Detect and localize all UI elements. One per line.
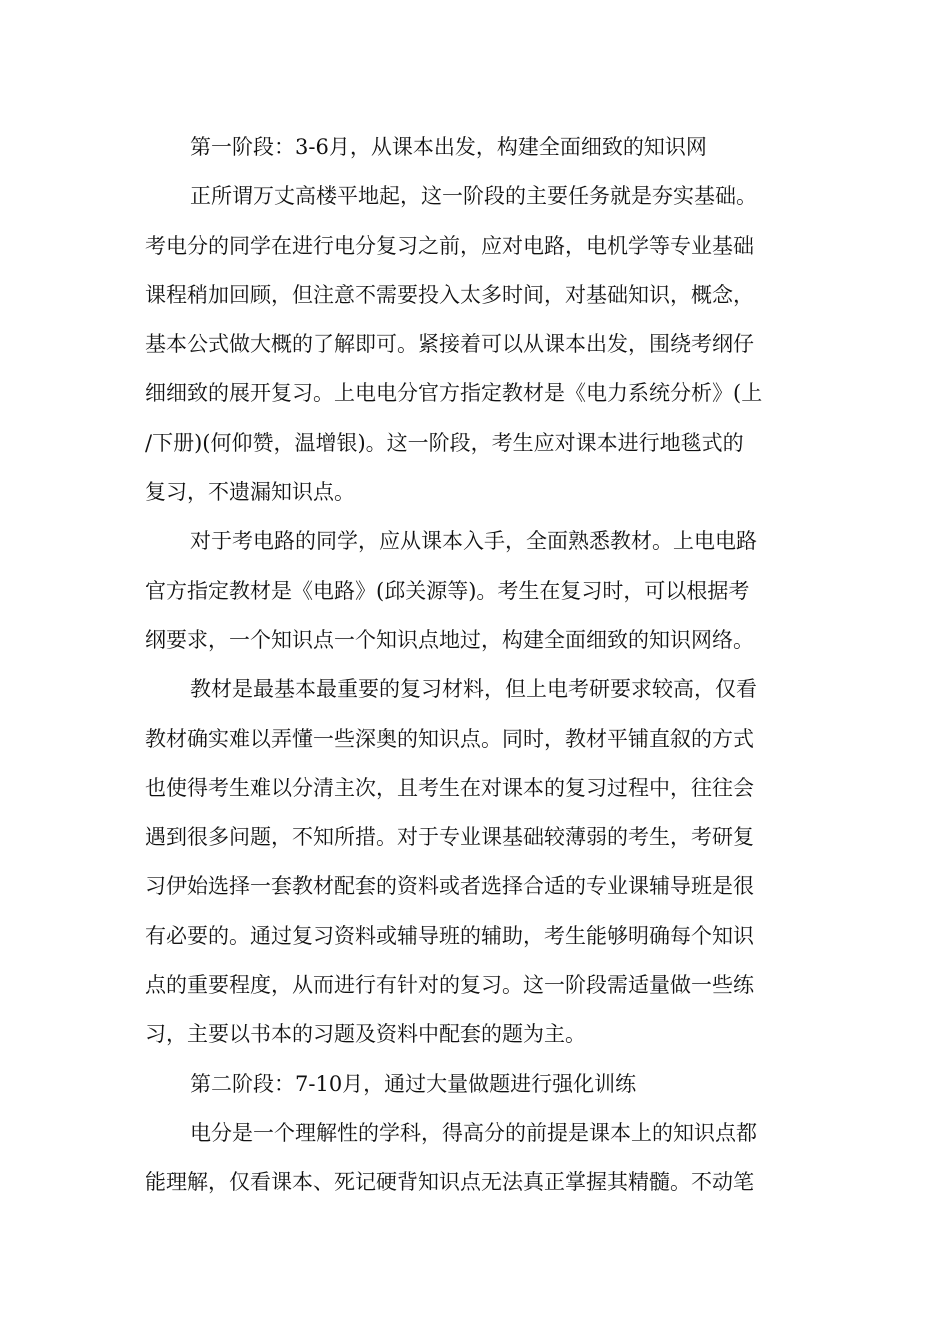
paragraph-line: 有必要的。通过复习资料或辅导班的辅助，考生能够明确每个知识 [145, 923, 754, 948]
document-body [145, 123, 805, 1208]
paragraph-circuit [145, 517, 805, 665]
paragraph-line: 细细致的展开复习。上电电分官方指定教材是《电力系统分析》(上 [145, 381, 763, 406]
paragraph-textbook [145, 665, 805, 1059]
paragraph-line: 考电分的同学在进行电分复习之前，应对电路，电机学等专业基础 [145, 233, 754, 258]
stage-two-heading [145, 1060, 805, 1109]
paragraph-line: 点的重要程度，从而进行有针对的复习。这一阶段需适量做一些练 [145, 973, 754, 998]
paragraph-line: 官方指定教材是《电路》(邱关源等)。考生在复习时，可以根据考 [145, 578, 750, 603]
paragraph-line: 教材确实难以弄懂一些深奥的知识点。同时，教材平铺直叙的方式 [145, 726, 754, 751]
paragraph-understanding [145, 1109, 805, 1208]
stage-one-heading [145, 123, 805, 172]
paragraph-line: 能理解，仅看课本、死记硬背知识点无法真正掌握其精髓。不动笔 [145, 1170, 754, 1195]
paragraph-line: 也使得考生难以分清主次，且考生在对课本的复习过程中，往往会 [145, 775, 754, 800]
paragraph-foundation [145, 172, 805, 517]
paragraph-line: 复习，不遗漏知识点。 [145, 480, 355, 505]
paragraph-line: /下册)(何仰赞，温增银)。这一阶段，考生应对课本进行地毯式的 [145, 430, 744, 455]
paragraph-line: 基本公式做大概的了解即可。紧接着可以从课本出发，围绕考纲仔 [145, 332, 754, 357]
paragraph-line: 习，主要以书本的习题及资料中配套的题为主。 [145, 1022, 586, 1047]
paragraph-line: 习伊始选择一套教材配套的资料或者选择合适的专业课辅导班是很 [145, 874, 754, 899]
paragraph-line: 遇到很多问题，不知所措。对于专业课基础较薄弱的考生，考研复 [145, 825, 754, 850]
paragraph-line: 电分是一个理解性的学科，得高分的前提是课本上的知识点都 [190, 1120, 757, 1145]
paragraph-line: 纲要求，一个知识点一个知识点地过，构建全面细致的知识网络。 [145, 627, 754, 652]
paragraph-line: 教材是最基本最重要的复习材料，但上电考研要求较高，仅看 [190, 677, 757, 702]
paragraph-line: 对于考电路的同学，应从课本入手，全面熟悉教材。上电电路 [190, 529, 757, 554]
paragraph-line: 正所谓万丈高楼平地起，这一阶段的主要任务就是夯实基础。 [190, 184, 757, 209]
paragraph-line: 课程稍加回顾，但注意不需要投入太多时间，对基础知识，概念， [145, 282, 754, 307]
heading-line: 第二阶段：7-10月，通过大量做题进行强化训练 [190, 1071, 637, 1096]
heading-line: 第一阶段：3-6月，从课本出发，构建全面细致的知识网 [190, 135, 707, 159]
